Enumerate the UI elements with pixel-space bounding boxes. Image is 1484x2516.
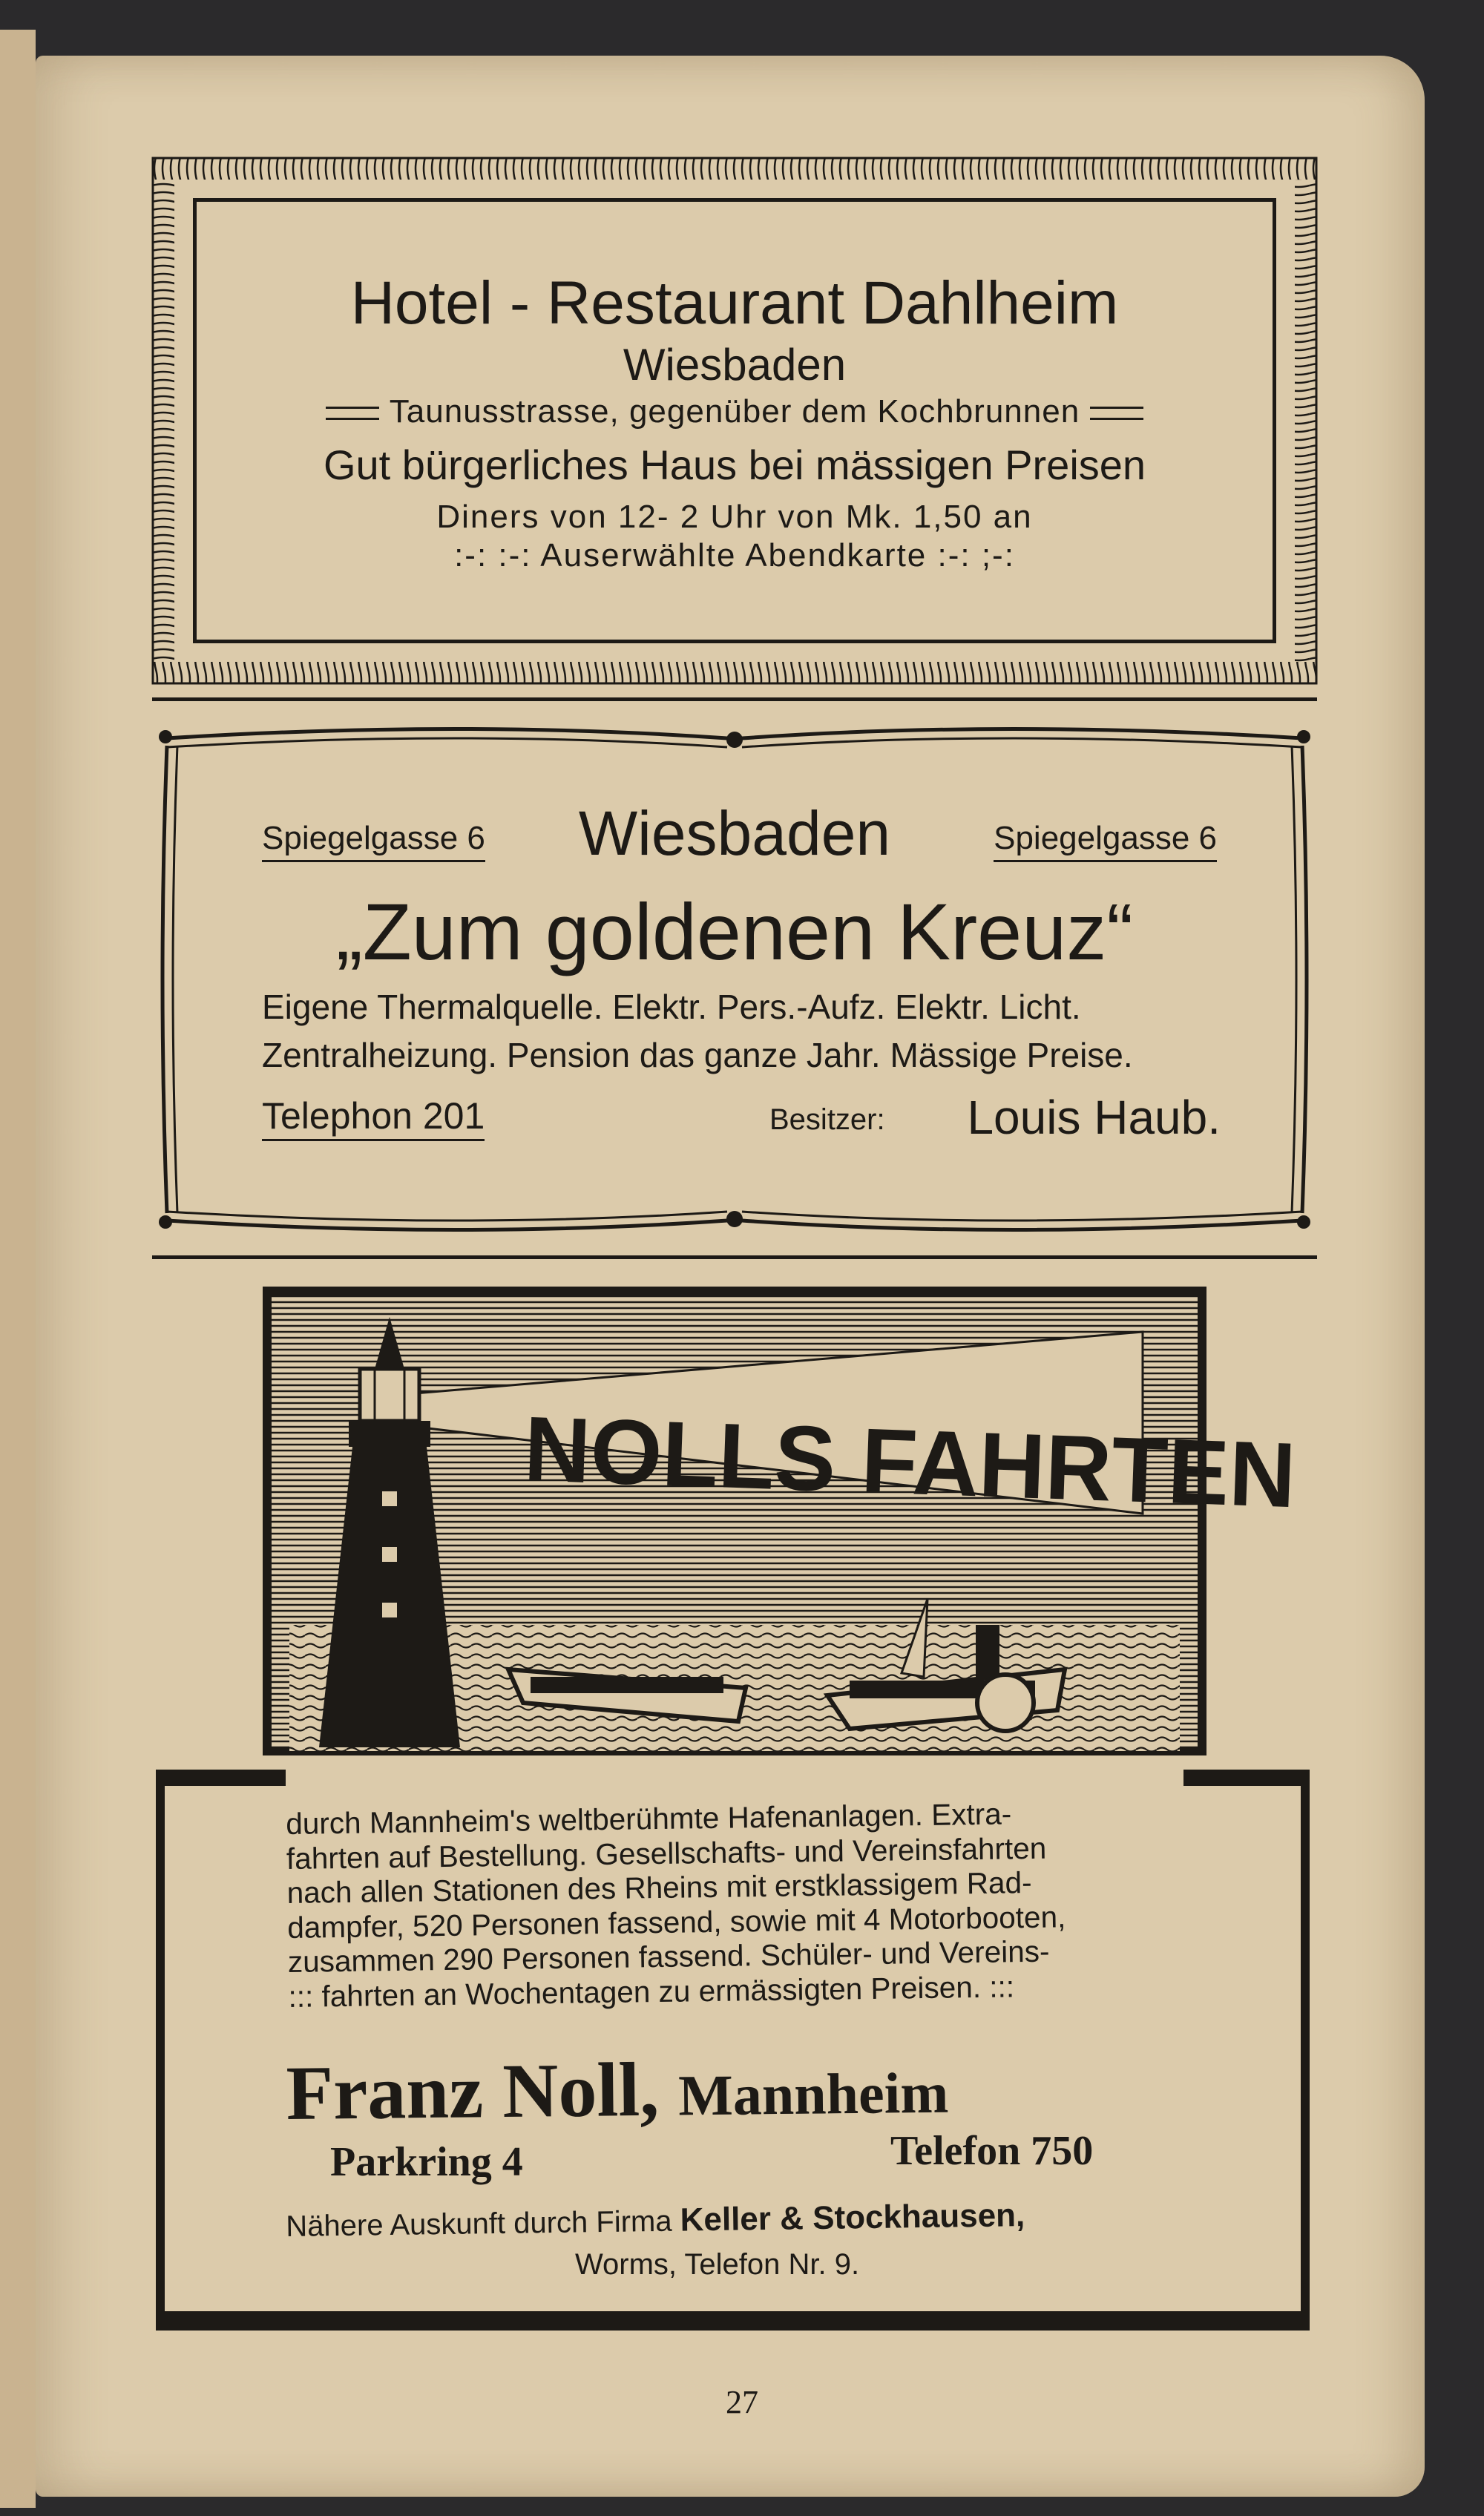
company-city: Mannheim	[677, 2060, 949, 2128]
company-name-line	[286, 2043, 949, 2138]
owner-label: Besitzer:	[769, 1103, 885, 1136]
info-line-2: Worms, Telefon Nr. 9.	[575, 2248, 860, 2281]
description-line: nach allen Stationen des Rheins mit erstklassigem Rad-	[286, 1865, 1032, 1910]
hotel-name: Hotel - Restaurant Dahlheim	[350, 269, 1119, 337]
street-right: Spiegelgasse 6	[994, 820, 1217, 862]
company-name: Franz Noll,	[286, 2046, 660, 2136]
kreuz-phone: Telephon 201	[262, 1094, 485, 1141]
hotel-address: Taunusstrasse, gegenüber dem Kochbrunnen	[389, 393, 1080, 430]
hotel-slogan: Gut bürgerliches Haus bei mässigen Preisen	[323, 441, 1146, 488]
street-left: Spiegelgasse 6	[262, 820, 485, 862]
kreuz-amenities-1: Eigene Thermalquelle. Elektr. Pers.-Aufz. Elektr. Licht.	[262, 988, 1081, 1026]
banner-text: NOLLS FAHRTEN	[522, 1398, 1298, 1528]
description-line: ::: fahrten an Wochentagen zu ermässigten Preisen. :::	[288, 1968, 1015, 2014]
company-phone: Telefon 750	[890, 2128, 1094, 2174]
owner-name: Louis Haub.	[967, 1091, 1221, 1144]
double-rule-left	[326, 407, 379, 420]
frame-bottom	[156, 2311, 1310, 2331]
book-spine-left	[0, 30, 36, 2508]
kreuz-amenities-2: Zentralheizung. Pension das ganze Jahr. Mässige Preise.	[262, 1036, 1133, 1074]
frame-top-right	[1183, 1770, 1310, 1786]
page-number: 27	[726, 2384, 758, 2420]
description-line: fahrten auf Bestellung. Gesellschafts- und Vereinsfahrten	[286, 1830, 1047, 1876]
kreuz-name: „Zum goldenen Kreuz“	[335, 887, 1134, 976]
double-rule-right	[1090, 407, 1143, 420]
description-line: zusammen 290 Personen fassend. Schüler- und Vereins-	[287, 1934, 1050, 1979]
description-line: durch Mannheim's weltberühmte Hafenanlagen. Extra-	[286, 1796, 1012, 1841]
noll-description	[286, 1794, 1201, 2014]
hotel-evening-menu: :-: :-: Auserwählte Abendkarte :-: ;-:	[454, 537, 1015, 574]
lighthouse-ship-illustration	[263, 1287, 1298, 1777]
hotel-diners: Diners von 12- 2 Uhr von Mk. 1,50 an	[436, 499, 1033, 535]
hotel-dahlheim-ad	[152, 157, 1317, 684]
divider-rule	[152, 1255, 1317, 1259]
goldenes-kreuz-ad	[152, 723, 1317, 1235]
info-prefix: Nähere Auskunft durch Firma	[286, 2204, 672, 2243]
divider-rule	[152, 697, 1317, 701]
info-firm: Keller & Stockhausen,	[680, 2197, 1025, 2239]
hotel-address-line	[152, 393, 1317, 430]
hotel-city: Wiesbaden	[623, 340, 847, 390]
frame-top-left	[156, 1770, 286, 1786]
description-line: dampfer, 520 Personen fassend, sowie mit 4 Motorbooten,	[286, 1899, 1066, 1945]
kreuz-city: Wiesbaden	[578, 798, 891, 868]
company-street: Parkring 4	[330, 2139, 523, 2185]
